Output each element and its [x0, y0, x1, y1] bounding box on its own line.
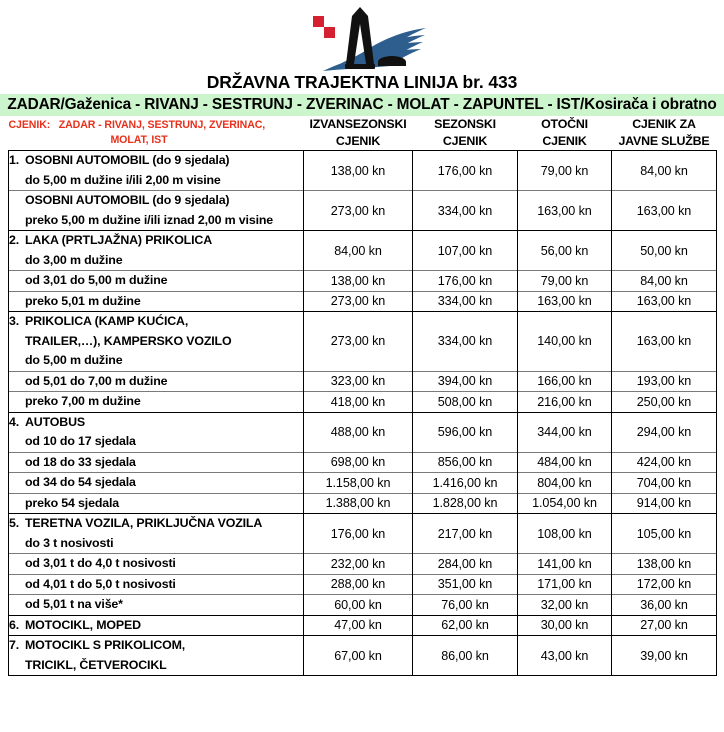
row-label-cell [9, 271, 304, 292]
column-header-javne-sluzbe [612, 116, 717, 151]
column-header-line2: CJENIK [542, 134, 587, 148]
cjenik-route-label [9, 116, 304, 151]
price-cell: 698,00 kn [304, 452, 413, 473]
row-label-line: od 4,01 t do 5,0 t nosivosti [25, 576, 176, 591]
cjenik-word: CJENIK: [8, 119, 51, 131]
table-row [9, 291, 717, 312]
row-label-line: TRICIKL, ČETVEROCIKL [25, 657, 167, 672]
price-cell: 84,00 kn [612, 271, 717, 292]
price-cell: 176,00 kn [413, 271, 518, 292]
price-cell: 273,00 kn [304, 191, 413, 231]
column-header-line1: CJENIK ZA [632, 117, 696, 131]
price-cell: 914,00 kn [612, 493, 717, 514]
price-cell: 141,00 kn [518, 554, 612, 575]
price-cell: 508,00 kn [413, 392, 518, 413]
row-label-cell [9, 615, 304, 636]
table-row [9, 554, 717, 575]
price-cell: 176,00 kn [304, 514, 413, 554]
row-label-line: od 5,01 t na više* [25, 597, 123, 611]
column-header-line1: OTOČNI [541, 117, 588, 131]
table-row [9, 412, 717, 452]
price-cell: 334,00 kn [413, 191, 518, 231]
price-cell: 804,00 kn [518, 473, 612, 494]
table-row [9, 595, 717, 616]
column-header-line1: IZVANSEZONSKI [309, 117, 407, 131]
table-row [9, 191, 717, 231]
ferry-logo-graphic [282, 2, 442, 72]
column-header-sezonski [413, 116, 518, 151]
price-cell: 217,00 kn [413, 514, 518, 554]
price-cell: 1.828,00 kn [413, 493, 518, 514]
price-cell: 394,00 kn [413, 371, 518, 392]
column-header-line1: SEZONSKI [434, 117, 496, 131]
price-cell: 107,00 kn [413, 231, 518, 271]
price-cell: 163,00 kn [612, 191, 717, 231]
price-cell: 39,00 kn [612, 636, 717, 676]
row-number: 3. [9, 314, 20, 328]
table-row [9, 514, 717, 554]
price-cell: 334,00 kn [413, 291, 518, 312]
price-cell: 323,00 kn [304, 371, 413, 392]
price-cell: 60,00 kn [304, 595, 413, 616]
row-label-line: 2. LAKA (PRTLJAŽNA) PRIKOLICA [9, 231, 303, 251]
column-header-otocni [518, 116, 612, 151]
price-cell: 171,00 kn [518, 574, 612, 595]
row-label-cell [9, 231, 304, 271]
column-header-line2: JAVNE SLUŽBE [618, 134, 710, 148]
row-label-line: 1. OSOBNI AUTOMOBIL (do 9 sjedala) [9, 151, 303, 171]
row-label-line: od 3,01 do 5,00 m dužine [25, 273, 168, 287]
table-row [9, 452, 717, 473]
row-number: 6. [9, 617, 20, 632]
price-cell: 1.054,00 kn [518, 493, 612, 514]
row-label-line: od 18 do 33 sjedala [25, 454, 136, 469]
price-cell: 1.416,00 kn [413, 473, 518, 494]
price-cell: 176,00 kn [413, 151, 518, 191]
row-number: 5. [9, 516, 20, 530]
table-row [9, 151, 717, 191]
pricelist-table-container [0, 116, 724, 676]
ferry-logo [0, 0, 724, 72]
table-row [9, 371, 717, 392]
price-cell: 76,00 kn [413, 595, 518, 616]
price-cell: 273,00 kn [304, 312, 413, 372]
price-cell: 284,00 kn [413, 554, 518, 575]
row-label-cell [9, 554, 304, 575]
price-cell: 596,00 kn [413, 412, 518, 452]
price-cell: 163,00 kn [612, 312, 717, 372]
page-title: DRŽAVNA TRAJEKTNA LINIJA br. 433 [206, 72, 518, 92]
row-label-cell [9, 151, 304, 191]
cjenik-route-line2: MOLAT, IST [110, 134, 168, 146]
price-cell: 1.158,00 kn [304, 473, 413, 494]
price-cell: 79,00 kn [518, 271, 612, 292]
table-row [9, 493, 717, 514]
price-cell: 418,00 kn [304, 392, 413, 413]
row-label-cell [9, 392, 304, 413]
price-cell: 193,00 kn [612, 371, 717, 392]
price-cell: 216,00 kn [518, 392, 612, 413]
price-cell: 424,00 kn [612, 452, 717, 473]
table-row [9, 473, 717, 494]
price-cell: 30,00 kn [518, 615, 612, 636]
row-label-line: do 5,00 m dužine [25, 353, 123, 367]
column-header-izvansezonski [304, 116, 413, 151]
row-label-line: od 5,01 do 7,00 m dužine [25, 373, 168, 388]
row-label-cell [9, 473, 304, 494]
price-cell: 32,00 kn [518, 595, 612, 616]
row-label-cell [9, 291, 304, 312]
row-label-cell [9, 371, 304, 392]
row-label-cell [9, 574, 304, 595]
row-label-line: 5. TERETNA VOZILA, PRIKLJUČNA VOZILA [9, 514, 303, 534]
table-row [9, 312, 717, 372]
row-label-line: preko 7,00 m dužine [25, 394, 141, 408]
price-cell: 67,00 kn [304, 636, 413, 676]
price-cell: 62,00 kn [413, 615, 518, 636]
price-cell: 334,00 kn [413, 312, 518, 372]
price-cell: 140,00 kn [518, 312, 612, 372]
price-cell: 56,00 kn [518, 231, 612, 271]
price-cell: 79,00 kn [518, 151, 612, 191]
price-cell: 108,00 kn [518, 514, 612, 554]
row-label-line: preko 5,00 m dužine i/ili iznad 2,00 m visine [25, 212, 274, 227]
row-label-line: do 5,00 m dužine i/ili 2,00 m visine [25, 172, 221, 187]
row-number: 7. [9, 638, 20, 652]
price-cell: 163,00 kn [518, 191, 612, 231]
price-cell: 163,00 kn [612, 291, 717, 312]
row-label-cell [9, 595, 304, 616]
price-cell: 166,00 kn [518, 371, 612, 392]
row-label-line: OSOBNI AUTOMOBIL (do 9 sjedala) [25, 193, 230, 207]
row-label-line: 7. MOTOCIKL S PRIKOLICOM, [9, 636, 303, 656]
price-cell: 1.388,00 kn [304, 493, 413, 514]
price-cell: 50,00 kn [612, 231, 717, 271]
price-cell: 172,00 kn [612, 574, 717, 595]
row-label-line: preko 5,01 m dužine [25, 293, 141, 308]
table-header-row [9, 116, 717, 151]
row-label-line: do 3 t nosivosti [25, 535, 114, 550]
row-number: 2. [9, 233, 20, 247]
row-label-cell [9, 191, 304, 231]
price-cell: 232,00 kn [304, 554, 413, 575]
pricelist-table [8, 116, 717, 676]
row-label-line: 6. MOTOCIKL, MOPED [9, 616, 303, 636]
row-label-line: od 10 do 17 sjedala [25, 434, 136, 448]
price-cell: 84,00 kn [612, 151, 717, 191]
table-row [9, 615, 717, 636]
row-label-cell [9, 493, 304, 514]
table-body [9, 151, 717, 676]
row-label-line: 4. AUTOBUS [9, 413, 303, 433]
row-label-line: TRAILER,…), KAMPERSKO VOZILO [25, 333, 232, 348]
price-cell: 488,00 kn [304, 412, 413, 452]
table-row [9, 392, 717, 413]
red-checker-icon [313, 16, 335, 38]
row-number: 4. [9, 414, 20, 429]
route-banner: ZADAR/Gaženica - RIVANJ - SESTRUNJ - ZVERINAC - MOLAT - ZAPUNTEL - IST/Kosirača i obratno [0, 94, 724, 116]
price-cell: 273,00 kn [304, 291, 413, 312]
column-header-line2: CJENIK [335, 134, 381, 148]
row-number: 1. [9, 153, 20, 167]
table-row [9, 574, 717, 595]
price-cell: 344,00 kn [518, 412, 612, 452]
row-label-cell [9, 636, 304, 676]
price-cell: 351,00 kn [413, 574, 518, 595]
price-cell: 138,00 kn [304, 271, 413, 292]
price-cell: 105,00 kn [612, 514, 717, 554]
price-cell: 250,00 kn [612, 392, 717, 413]
price-cell: 704,00 kn [612, 473, 717, 494]
row-label-cell [9, 312, 304, 372]
price-cell: 86,00 kn [413, 636, 518, 676]
row-label-cell [9, 412, 304, 452]
table-row [9, 271, 717, 292]
row-label-line: 3. PRIKOLICA (KAMP KUĆICA, [9, 312, 303, 332]
price-cell: 43,00 kn [518, 636, 612, 676]
price-cell: 47,00 kn [304, 615, 413, 636]
row-label-cell [9, 514, 304, 554]
table-row [9, 636, 717, 676]
price-cell: 138,00 kn [304, 151, 413, 191]
row-label-line: od 3,01 t do 4,0 t nosivosti [25, 556, 176, 570]
price-cell: 484,00 kn [518, 452, 612, 473]
cjenik-route-line1: ZADAR - RIVANJ, SESTRUNJ, ZVERINAC, [58, 119, 266, 131]
row-label-line: do 3,00 m dužine [25, 252, 123, 267]
row-label-line: preko 54 sjedala [25, 495, 120, 510]
price-cell: 84,00 kn [304, 231, 413, 271]
table-row [9, 231, 717, 271]
row-label-cell [9, 452, 304, 473]
price-cell: 138,00 kn [612, 554, 717, 575]
price-cell: 856,00 kn [413, 452, 518, 473]
price-cell: 288,00 kn [304, 574, 413, 595]
row-label-line: od 34 do 54 sjedala [25, 475, 136, 489]
price-cell: 36,00 kn [612, 595, 717, 616]
column-header-line2: CJENIK [442, 134, 488, 148]
price-cell: 163,00 kn [518, 291, 612, 312]
price-cell: 294,00 kn [612, 412, 717, 452]
price-cell: 27,00 kn [612, 615, 717, 636]
